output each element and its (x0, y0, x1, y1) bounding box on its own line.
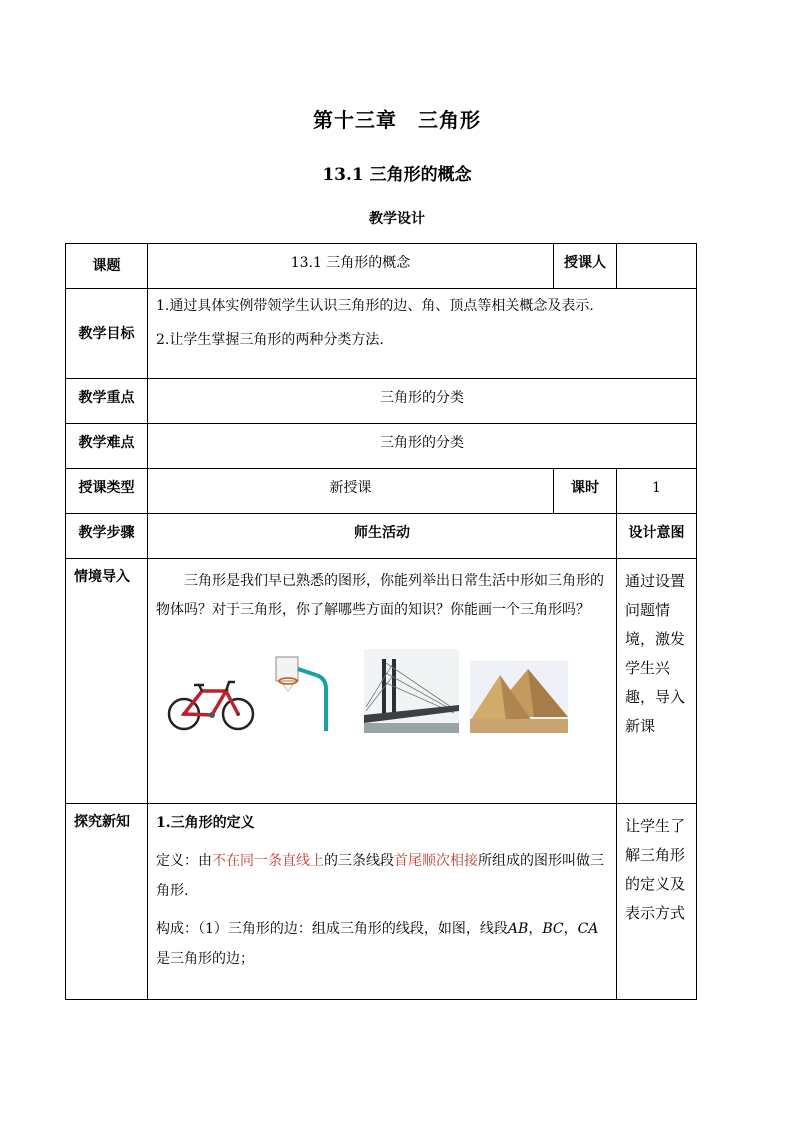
period-value: 1 (617, 469, 697, 514)
intro-row (66, 559, 697, 804)
pyramids-image (470, 661, 568, 733)
intent-header: 设计意图 (617, 514, 697, 559)
separator: ， (528, 921, 543, 937)
lesson-type-value: 新授课 (148, 469, 554, 514)
definition-middle: 的三条线段 (324, 853, 394, 869)
difficulty-value: 三角形的分类 (148, 424, 697, 469)
intro-label: 情境导入 (66, 559, 148, 804)
section-title: 13.1 三角形的概念 (322, 165, 472, 185)
goals-row (66, 289, 697, 379)
goals-label: 教学目标 (66, 289, 148, 379)
difficulty-row (66, 424, 697, 469)
bicycle-image (166, 677, 256, 732)
key-point-row (66, 379, 697, 424)
intro-intent: 通过设置问题情境，激发学生兴趣，导入新课 (617, 559, 697, 804)
bridge-image (364, 649, 459, 733)
teacher-value (617, 244, 697, 289)
segment-ab: AB (507, 921, 529, 937)
composition-text (156, 914, 608, 974)
topic-row (66, 244, 697, 289)
definition-prefix: 定义：由 (156, 853, 212, 869)
key-point-value: 三角形的分类 (148, 379, 697, 424)
separator: ， (563, 921, 578, 937)
explore-label: 探究新知 (66, 804, 148, 1000)
explore-row (66, 804, 697, 1000)
goal-item: 1.通过具体实例带领学生认识三角形的边、角、顶点等相关概念及表示. (156, 298, 594, 314)
definition-highlight-not-collinear: 不在同一条直线上 (212, 853, 324, 869)
intro-images (156, 647, 608, 747)
doc-type-title: 教学设计 (369, 211, 425, 227)
definition-suffix: 所组成的图形叫做三角形. (156, 853, 604, 899)
steps-label: 教学步骤 (66, 514, 148, 559)
chapter-title: 第十三章 三角形 (313, 108, 481, 132)
explore-intent: 让学生了解三角形的定义及表示方式 (617, 804, 697, 1000)
key-point-label: 教学重点 (66, 379, 148, 424)
steps-header-row (66, 514, 697, 559)
teacher-label: 授课人 (554, 244, 617, 289)
period-label: 课时 (554, 469, 617, 514)
segment-bc: BC (542, 921, 564, 937)
goal-item: 2.让学生掌握三角形的两种分类方法. (156, 332, 384, 348)
activity-header: 师生活动 (148, 514, 617, 559)
composition-suffix: 是三角形的边； (156, 951, 254, 967)
topic-value: 13.1 三角形的概念 (148, 244, 554, 289)
intro-text: 三角形是我们早已熟悉的图形，你能列举出日常生活中形如三角形的物体吗？对于三角形，你了解哪些方面的知识？你能画一个三角形吗？ (156, 573, 604, 618)
definition-heading: 1.三角形的定义 (156, 815, 255, 831)
definition-text (156, 846, 608, 906)
lesson-type-label: 授课类型 (66, 469, 148, 514)
topic-label: 课题 (66, 244, 148, 289)
basketball-hoop-image (266, 653, 336, 733)
composition-prefix: 构成：（1）三角形的边：组成三角形的线段，如图，线段 (156, 921, 508, 937)
difficulty-label: 教学难点 (66, 424, 148, 469)
definition-highlight-end-to-end: 首尾顺次相接 (394, 853, 478, 869)
lesson-type-row (66, 469, 697, 514)
segment-ca: CA (577, 921, 599, 937)
lesson-plan-table (65, 243, 697, 1000)
